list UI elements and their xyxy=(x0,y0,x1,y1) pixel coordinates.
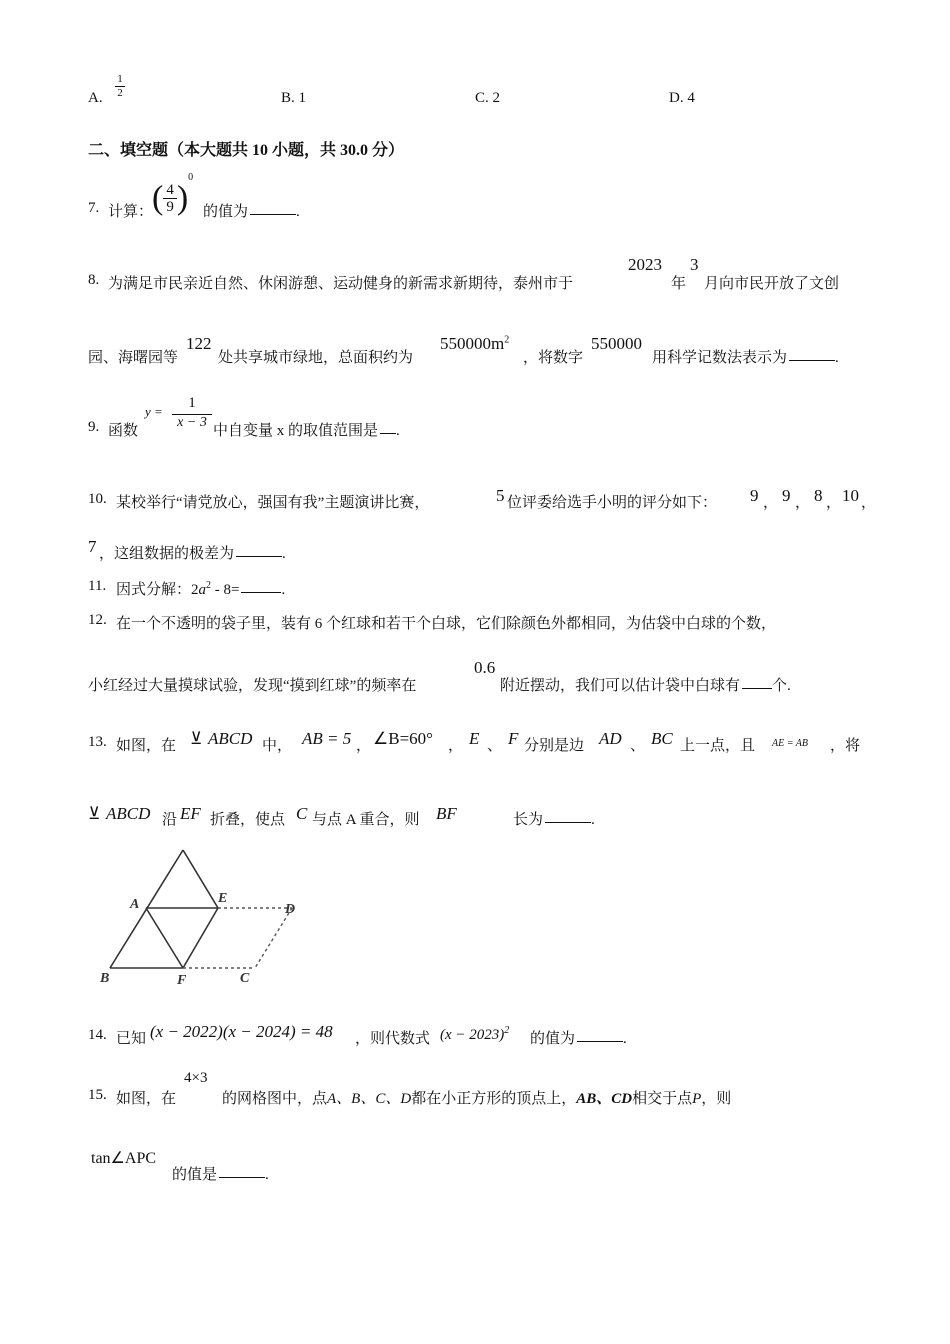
q8-line2-end-text: 用科学记数法表示为 xyxy=(652,350,788,366)
q10-score-3: 8 xyxy=(814,486,823,505)
q13-end: . xyxy=(591,812,595,828)
q12-line2-end-text: 附近摆动，我们可以估计袋中白球有 xyxy=(500,678,741,694)
q14-expression: (x − 2022)(x − 2024) = 48 xyxy=(150,1022,333,1041)
q9-y-eq: y = xyxy=(145,404,163,419)
q11-prefix: 因式分解：2 xyxy=(116,582,199,598)
q13-ae-eq-ab: AE = AB xyxy=(772,738,809,749)
q13-bc: BC xyxy=(651,729,673,748)
q7-number: 7. xyxy=(88,200,100,216)
q8-line2-mid: 处共享城市绿地，总面积约为 xyxy=(218,350,414,366)
q10-line1-mid: 位评委给选手小明的评分如下： xyxy=(507,495,718,511)
q7-numerator: 4 xyxy=(163,182,177,200)
q12-line1: 在一个不透明的袋子里，装有 6 个红球和若干个白球，它们除颜色外都相同，为估袋中白球的个数， xyxy=(116,616,777,632)
q13-jiang: ，将 xyxy=(830,738,861,754)
q12-end: 个. xyxy=(772,678,791,694)
q8-line2-mid2: ，将数字 xyxy=(523,350,584,366)
q13-e: E xyxy=(469,729,480,748)
q10-score-1: 9 xyxy=(750,486,759,505)
fig-dash-d-c xyxy=(255,908,292,968)
q7-exponent: 0 xyxy=(188,172,194,183)
q7-expression xyxy=(152,172,193,218)
q8-area-value: 550000m xyxy=(440,334,505,353)
q9-fraction xyxy=(172,395,212,431)
q13-prefix: 如图，在 xyxy=(116,738,177,754)
q10-line1-text: 某校举行“请党放心，强国有我”主题演讲比赛， xyxy=(116,495,430,511)
fig-line-a-f xyxy=(146,908,183,968)
q14-mid: ，则代数式 xyxy=(355,1031,431,1047)
q11-text xyxy=(116,578,285,599)
q8-year: 2023 xyxy=(628,255,662,274)
q7-prefix: 计算： xyxy=(108,204,154,220)
q8-area-exp: 2 xyxy=(504,334,510,346)
q8-answer-blank[interactable] xyxy=(789,360,835,361)
q14-expression-2-text: (x − 2023) xyxy=(440,1027,505,1043)
q12-line2-end xyxy=(500,674,791,695)
choice-a-label: A. xyxy=(88,90,103,106)
fig-label-a: A xyxy=(130,897,140,912)
fig-label-c: C xyxy=(240,971,250,986)
q12-number: 12. xyxy=(88,612,107,628)
q8-area xyxy=(440,334,509,354)
section-title: 二、填空题（本大题共 10 小题，共 30.0 分） xyxy=(88,142,405,159)
q11-number: 11. xyxy=(88,578,107,594)
q13-zhong: 中， xyxy=(262,738,293,754)
q8-line2-start: 园、海曙园等 xyxy=(88,350,179,366)
q15-line1-end: ，则 xyxy=(701,1091,732,1107)
q14-prefix: 已知 xyxy=(116,1031,147,1047)
fig-label-f: F xyxy=(177,973,187,988)
q13-abcd: ABCD xyxy=(208,729,253,748)
q9-answer-blank[interactable] xyxy=(380,433,396,434)
q13-c: C xyxy=(296,804,308,823)
fig-line-top-e xyxy=(183,850,218,908)
q9-end: . xyxy=(396,423,400,439)
q7-end: . xyxy=(296,204,300,220)
q13-bf: BF xyxy=(436,804,457,823)
q9-denominator: x − 3 xyxy=(172,414,212,431)
q11-end: . xyxy=(281,582,286,598)
q14-expression-2-exp: 2 xyxy=(504,1025,510,1036)
q9-prefix: 函数 xyxy=(108,423,139,439)
q13-dun: 、 xyxy=(487,738,503,754)
q13-comma-2: ， xyxy=(448,738,464,754)
q10-line2-text: ，这组数据的极差为 xyxy=(99,546,235,562)
q11-suffix: - 8= xyxy=(211,582,240,598)
choice-d: D. 4 xyxy=(669,90,695,106)
q13-comma-1: ， xyxy=(356,738,372,754)
q11-exponent: 2 xyxy=(206,580,212,591)
q13-line2-end-text: 长为 xyxy=(513,812,544,828)
q13-line2-fold: 折叠，使点 xyxy=(210,812,286,828)
q12-line2-start: 小红经过大量摸球试验，发现“摸到红球”的频率在 xyxy=(88,678,417,694)
q8-line2-end xyxy=(652,346,839,367)
q8-count: 122 xyxy=(186,334,212,353)
q15-end: . xyxy=(265,1167,269,1183)
q10-score-4: 10 xyxy=(842,486,859,505)
q8-month: 3 xyxy=(690,255,699,274)
q10-score-5: 7 xyxy=(88,537,97,556)
q13-ad: AD xyxy=(599,729,622,748)
q12-frequency: 0.6 xyxy=(474,658,496,677)
q13-angle: ∠B=60° xyxy=(373,729,433,748)
q13-line2-along: 沿 xyxy=(162,812,178,828)
q14-end: . xyxy=(623,1031,627,1047)
q13-dun-2: 、 xyxy=(630,738,646,754)
q13-mid2: 上一点，且 xyxy=(680,738,756,754)
q13-ab-eq-5: AB = 5 xyxy=(302,729,352,748)
q10-number: 10. xyxy=(88,491,107,507)
q14-answer-blank[interactable] xyxy=(577,1041,623,1042)
q14-suffix-text: 的值为 xyxy=(530,1031,576,1047)
fig-label-b: B xyxy=(100,971,110,986)
q11-variable: a xyxy=(198,582,207,598)
q14-expression-2 xyxy=(440,1025,509,1044)
q7-denominator: 9 xyxy=(166,199,174,216)
q8-end: . xyxy=(835,350,839,366)
q7-answer-blank[interactable] xyxy=(250,214,296,215)
choice-a-denominator: 2 xyxy=(115,86,125,99)
q15-answer-blank[interactable] xyxy=(219,1177,265,1178)
q15-tan: tan∠APC xyxy=(91,1150,157,1167)
q8-number-value: 550000 xyxy=(591,334,642,353)
q7-fraction xyxy=(163,182,177,216)
q8-line1-end: 月向市民开放了文创 xyxy=(704,276,840,292)
q15-line2 xyxy=(172,1163,269,1184)
q13-number: 13. xyxy=(88,734,107,750)
choice-c: C. 2 xyxy=(475,90,501,106)
choice-b: B. 1 xyxy=(281,90,307,106)
q8-nian: 年 xyxy=(671,276,687,292)
q13-f: F xyxy=(508,729,519,748)
q15-line2-text: 的值是 xyxy=(172,1167,218,1183)
fig-line-f-e xyxy=(183,908,218,968)
q10-comma-3: ， xyxy=(826,495,842,511)
q15-ab-cd: AB、CD xyxy=(576,1091,633,1107)
q9-suffix xyxy=(213,419,400,440)
q9-number: 9. xyxy=(88,419,100,435)
q7-left-paren: ( xyxy=(152,179,164,217)
q15-prefix: 如图，在 xyxy=(116,1091,177,1107)
q15-number: 15. xyxy=(88,1087,107,1103)
q13-abcd-2: ABCD xyxy=(106,804,151,823)
q10-comma-4: ， xyxy=(861,495,877,511)
q10-comma-2: ， xyxy=(795,495,811,511)
q9-numerator: 1 xyxy=(188,395,196,411)
q15-points: A、B、C、D xyxy=(327,1091,412,1107)
q10-answer-blank[interactable] xyxy=(236,556,282,557)
q15-line1 xyxy=(222,1087,731,1108)
q9-suffix-text: 中自变量 x 的取值范围是 xyxy=(213,423,379,439)
q12-answer-blank[interactable] xyxy=(742,688,772,689)
q10-judges: 5 xyxy=(496,486,505,505)
q13-ef: EF xyxy=(180,804,201,823)
q13-parallelogram-symbol: ⊻ xyxy=(190,729,203,748)
q8-line1-text: 为满足市民亲近自然、休闲游憩、运动健身的新需求新期待，泰州市于 xyxy=(108,276,574,292)
fig-label-e: E xyxy=(218,891,228,906)
q15-line1-mid: 都在小正方形的顶点上， xyxy=(411,1091,577,1107)
q10-line2 xyxy=(99,542,286,563)
q13-line2-end xyxy=(513,808,595,829)
q7-suffix xyxy=(203,200,300,221)
q14-suffix xyxy=(530,1027,627,1048)
q15-line1-mid2: 相交于点 xyxy=(632,1091,693,1107)
q7-right-paren: ) xyxy=(176,179,189,217)
q15-point-p: P xyxy=(692,1091,702,1107)
q13-answer-blank[interactable] xyxy=(545,822,591,823)
q15-line1-text: 的网格图中，点 xyxy=(222,1091,328,1107)
q11-answer-blank[interactable] xyxy=(241,592,281,593)
choice-a-numerator: 1 xyxy=(117,73,123,85)
q13-figure xyxy=(90,840,320,990)
q14-number: 14. xyxy=(88,1027,107,1043)
choice-a-fraction xyxy=(115,73,125,99)
q13-mid: 分别是边 xyxy=(524,738,585,754)
fig-label-d: D xyxy=(285,902,296,917)
q7-suffix-text: 的值为 xyxy=(203,204,249,220)
q8-number: 8. xyxy=(88,272,100,288)
q10-comma-1: ， xyxy=(763,495,779,511)
q10-end: . xyxy=(282,546,286,562)
q10-score-2: 9 xyxy=(782,486,791,505)
q13-line2-coincide: 与点 A 重合，则 xyxy=(312,812,420,828)
q13-parallelogram-symbol-2: ⊻ xyxy=(88,804,101,823)
q15-grid-size: 4×3 xyxy=(184,1070,208,1086)
